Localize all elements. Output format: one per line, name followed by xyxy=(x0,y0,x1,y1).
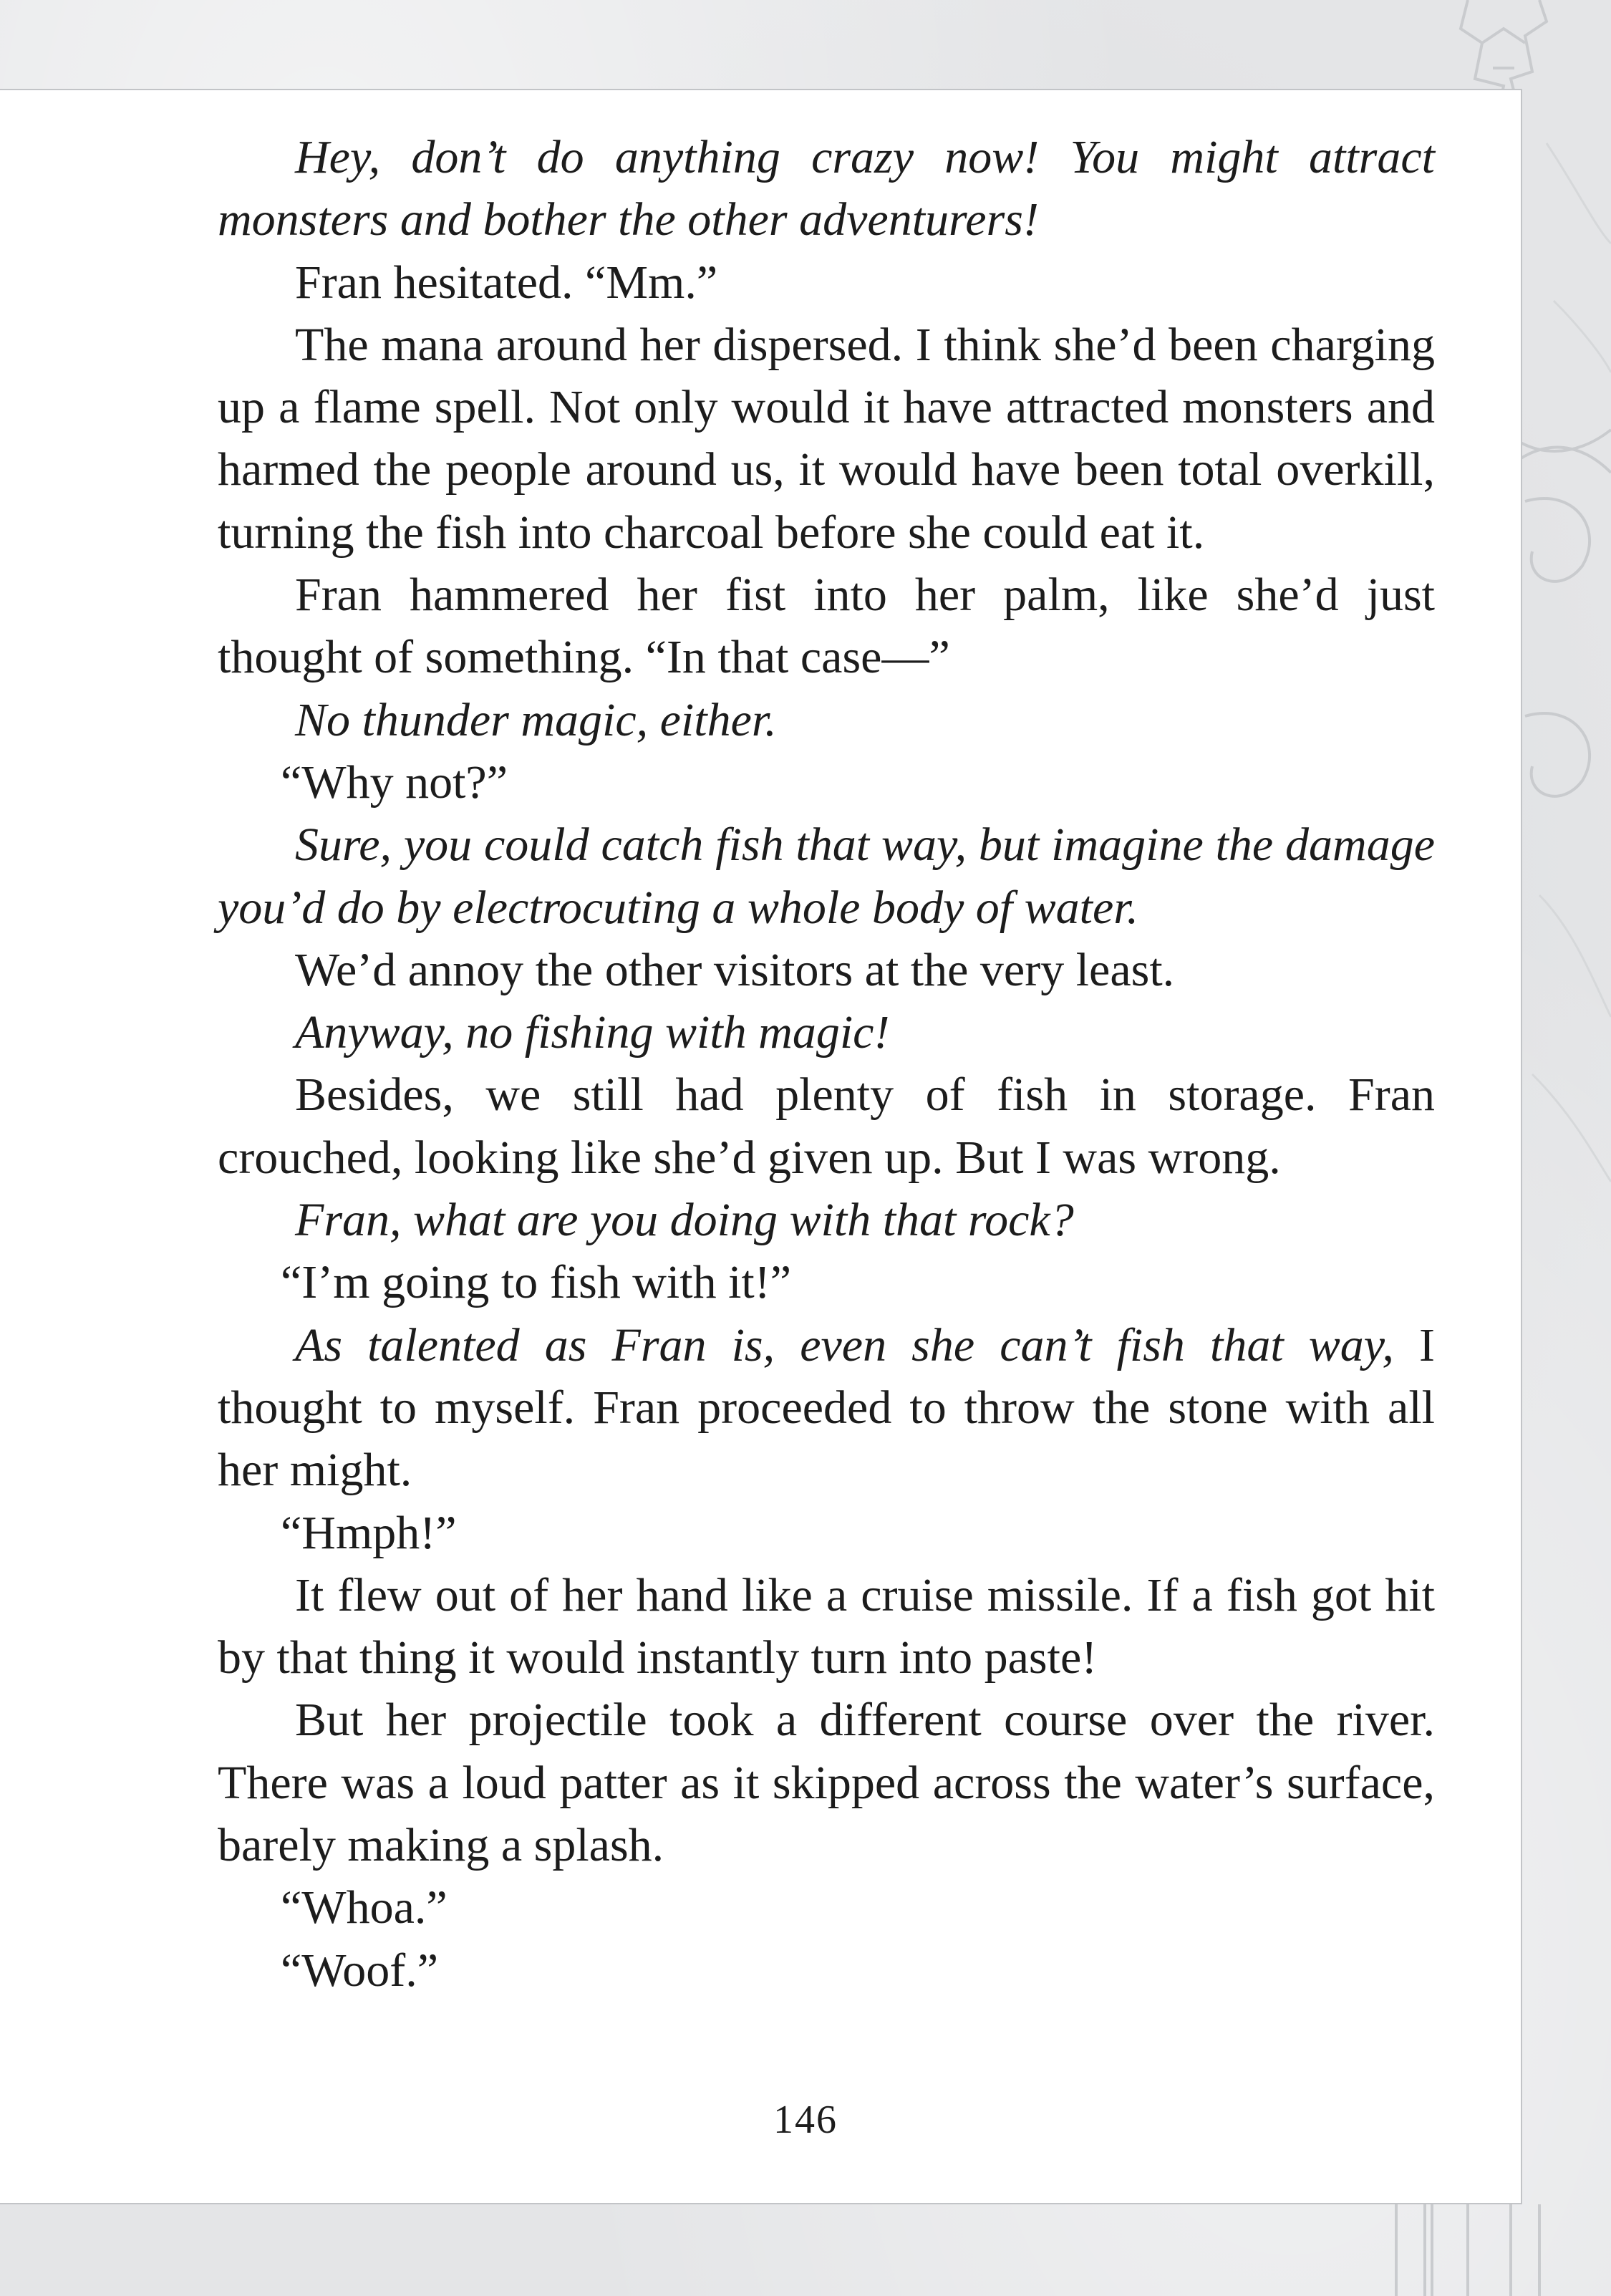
paragraph: Fran hammered her fist into her palm, like she’d just thought of something. “In that case—” xyxy=(218,569,1435,684)
paragraph: “Hmph!” xyxy=(281,1506,457,1559)
paragraph: Besides, we still had plenty of fish in storage. Fran crouched, looking like she’d given up. But I was wrong. xyxy=(218,1069,1435,1184)
paragraph: “Whoa.” xyxy=(281,1881,448,1934)
paragraph: It flew out of her hand like a cruise missile. If a fish got hit by that thing it would instantly turn into paste! xyxy=(218,1568,1435,1684)
paragraph: Fran, what are you doing with that rock? xyxy=(295,1194,1074,1247)
page-number: 146 xyxy=(773,2098,838,2142)
paragraph: “I’m going to fish with it!” xyxy=(281,1256,792,1309)
paragraph: Fran hesitated. “Mm.” xyxy=(295,256,718,309)
paragraph: “Woof.” xyxy=(281,1944,439,1997)
paragraph: Hey, don’t do anything crazy now! You might attract monsters and bother the other adventurers! xyxy=(218,131,1435,246)
paragraph: The mana around her dispersed. I think she’d been charging up a flame spell. Not only would it have attracted monsters and harmed the people around us, it would have been total overkill, turning the fish into charcoal before she could eat it. xyxy=(218,318,1435,559)
paragraph: We’d annoy the other visitors at the very least. xyxy=(295,943,1175,996)
paragraph: Sure, you could catch fish that way, but imagine the damage you’d do by electrocuting a whole body of water. xyxy=(218,819,1435,934)
paragraph: Anyway, no fishing with magic! xyxy=(295,1006,890,1059)
paragraph: “Why not?” xyxy=(281,756,508,809)
paragraph-mixed xyxy=(218,1314,1435,1502)
paragraph-normal-part: I thought to myself. Fran proceeded to throw the stone with all her might. xyxy=(218,1318,1435,1497)
paragraph-italic-part: As talented as Fran is, even she can’t fish that way, xyxy=(295,1318,1394,1371)
paragraph: No thunder magic, either. xyxy=(295,693,777,746)
body-text xyxy=(218,126,1435,2002)
paragraph: But her projectile took a different course over the river. There was a loud patter as it skipped across the water’s surface, barely making a splash. xyxy=(218,1694,1435,1872)
